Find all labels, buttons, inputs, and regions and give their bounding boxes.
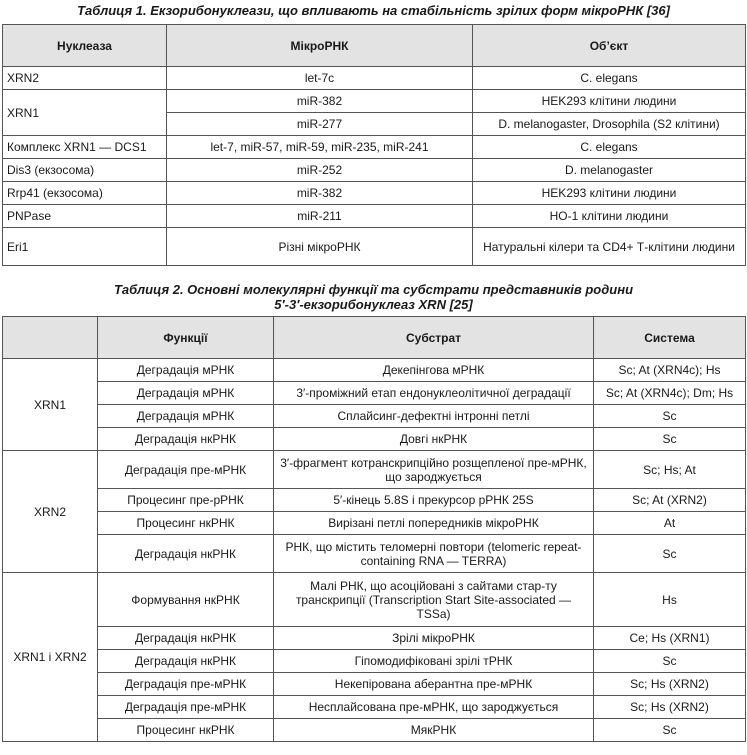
substrate-cell: Малі РНК, що асоційовані з сайтами стар-ту транскрипції (Transcription Start Site-associated — TSSa)	[274, 573, 594, 627]
function-cell: Деградація нкРНК	[98, 627, 274, 650]
mirna-cell: miR-382	[167, 182, 473, 205]
object-cell: D. melanogaster	[473, 159, 746, 182]
function-cell: Деградація нкРНК	[98, 650, 274, 673]
table1	[2, 24, 746, 266]
table2-caption-line2: 5′-3′-екзорибонуклеаз XRN [25]	[274, 297, 473, 312]
function-cell: Деградація пре-мРНК	[98, 673, 274, 696]
function-cell: Деградація пре-мРНК	[98, 696, 274, 719]
table1-header-mirna: МікроРНК	[167, 25, 473, 67]
system-cell: Ce; Hs (XRN1)	[594, 627, 746, 650]
nuclease-cell: Eri1	[3, 228, 167, 266]
table-row	[3, 489, 746, 512]
function-cell: Деградація мРНК	[98, 359, 274, 382]
substrate-cell: Декепінгова мРНК	[274, 359, 594, 382]
table-row	[3, 90, 746, 113]
substrate-cell: 5′-кінець 5.8S і прекурсор рРНК 25S	[274, 489, 594, 512]
object-cell: D. melanogaster, Drosophila (S2 клітини)	[473, 113, 746, 136]
nuclease-cell: XRN1	[3, 90, 167, 136]
system-cell: Sc	[594, 535, 746, 573]
object-cell: Натуральні кілери та CD4+ Т-клітини людини	[473, 228, 746, 266]
table-row	[3, 228, 746, 266]
table-row	[3, 205, 746, 228]
function-cell: Деградація нкРНК	[98, 428, 274, 451]
system-cell: Sc; Hs (XRN2)	[594, 673, 746, 696]
object-cell: HEK293 клітини людини	[473, 90, 746, 113]
nuclease-cell: PNPase	[3, 205, 167, 228]
nuclease-cell: Rrp41 (екзосома)	[3, 182, 167, 205]
system-cell: Sc; At (XRN2)	[594, 489, 746, 512]
table-row	[3, 696, 746, 719]
substrate-cell: Сплайсинг-дефектні інтронні петлі	[274, 405, 594, 428]
table1-header-nuclease: Нуклеаза	[3, 25, 167, 67]
function-cell: Формування нкРНК	[98, 573, 274, 627]
nuclease-cell: Dis3 (екзосома)	[3, 159, 167, 182]
system-cell: Sc	[594, 405, 746, 428]
substrate-cell: РНК, що містить теломерні повтори (telomeric repeat-containing RNA — TERRA)	[274, 535, 594, 573]
substrate-cell: 3′-фрагмент котранскрипційно розщепленої пре-мРНК, що зароджується	[274, 451, 594, 489]
object-cell: HO-1 клітини людини	[473, 205, 746, 228]
mirna-cell: let-7c	[167, 67, 473, 90]
system-cell: Sc; At (XRN4c); Dm; Hs	[594, 382, 746, 405]
function-cell: Деградація мРНК	[98, 405, 274, 428]
mirna-cell: Різні мікроРНК	[167, 228, 473, 266]
table1-caption: Таблиця 1. Екзорибонуклеази, що впливають на стабільність зрілих форм мікроРНК [36]	[77, 3, 670, 18]
system-cell: Hs	[594, 573, 746, 627]
object-cell: C. elegans	[473, 67, 746, 90]
table-row	[3, 382, 746, 405]
nuclease-cell: XRN2	[3, 67, 167, 90]
table-row	[3, 512, 746, 535]
system-cell: Sc	[594, 428, 746, 451]
nuclease-cell: Комплекс XRN1 — DCS1	[3, 136, 167, 159]
table1-header-object: Об’єкт	[473, 25, 746, 67]
table-row	[3, 451, 746, 489]
substrate-cell: МякРНК	[274, 719, 594, 742]
table2-header-substrate: Субстрат	[274, 317, 594, 359]
table-row	[3, 67, 746, 90]
object-cell: HEK293 клітини людини	[473, 182, 746, 205]
table-row	[3, 673, 746, 696]
table-row	[3, 159, 746, 182]
mirna-cell: miR-277	[167, 113, 473, 136]
system-cell: At	[594, 512, 746, 535]
system-cell: Sc; Hs; At	[594, 451, 746, 489]
table-row	[3, 359, 746, 382]
mirna-cell: miR-382	[167, 90, 473, 113]
table-row	[3, 650, 746, 673]
table2-header-group	[3, 317, 98, 359]
function-cell: Деградація мРНК	[98, 382, 274, 405]
table2-caption-line1: Таблиця 2. Основні молекулярні функції та субстрати представників родини	[113, 282, 634, 297]
table-row	[3, 136, 746, 159]
function-cell: Процесинг пре-рРНК	[98, 489, 274, 512]
system-cell: Sc	[594, 719, 746, 742]
mirna-cell: let-7, miR-57, miR-59, miR-235, miR-241	[167, 136, 473, 159]
group-name-cell: XRN1 і XRN2	[3, 573, 98, 742]
table-row	[3, 428, 746, 451]
table-row	[3, 405, 746, 428]
function-cell: Процесинг нкРНК	[98, 719, 274, 742]
function-cell: Деградація нкРНК	[98, 535, 274, 573]
mirna-cell: miR-211	[167, 205, 473, 228]
substrate-cell: Довгі нкРНК	[274, 428, 594, 451]
system-cell: Sc; At (XRN4c); Hs	[594, 359, 746, 382]
table-row	[3, 573, 746, 627]
table2-header-system: Система	[594, 317, 746, 359]
group-name-cell: XRN1	[3, 359, 98, 451]
table-row	[3, 719, 746, 742]
mirna-cell: miR-252	[167, 159, 473, 182]
system-cell: Sc; Hs (XRN2)	[594, 696, 746, 719]
substrate-cell: Некепірована аберантна пре-мРНК	[274, 673, 594, 696]
object-cell: C. elegans	[473, 136, 746, 159]
group-name-cell: XRN2	[3, 451, 98, 573]
substrate-cell: Зрілі мікроРНК	[274, 627, 594, 650]
function-cell: Деградація пре-мРНК	[98, 451, 274, 489]
system-cell: Sc	[594, 650, 746, 673]
table2	[2, 316, 746, 742]
table-row	[3, 182, 746, 205]
table2-header-function: Функції	[98, 317, 274, 359]
table-row	[3, 535, 746, 573]
substrate-cell: Вирізані петлі попередників мікроРНК	[274, 512, 594, 535]
substrate-cell: Гіпомодифіковані зрілі тРНК	[274, 650, 594, 673]
substrate-cell: 3′-проміжний етап ендонуклеолітичної деградації	[274, 382, 594, 405]
table-row	[3, 627, 746, 650]
function-cell: Процесинг нкРНК	[98, 512, 274, 535]
substrate-cell: Несплайсована пре-мРНК, що зароджується	[274, 696, 594, 719]
